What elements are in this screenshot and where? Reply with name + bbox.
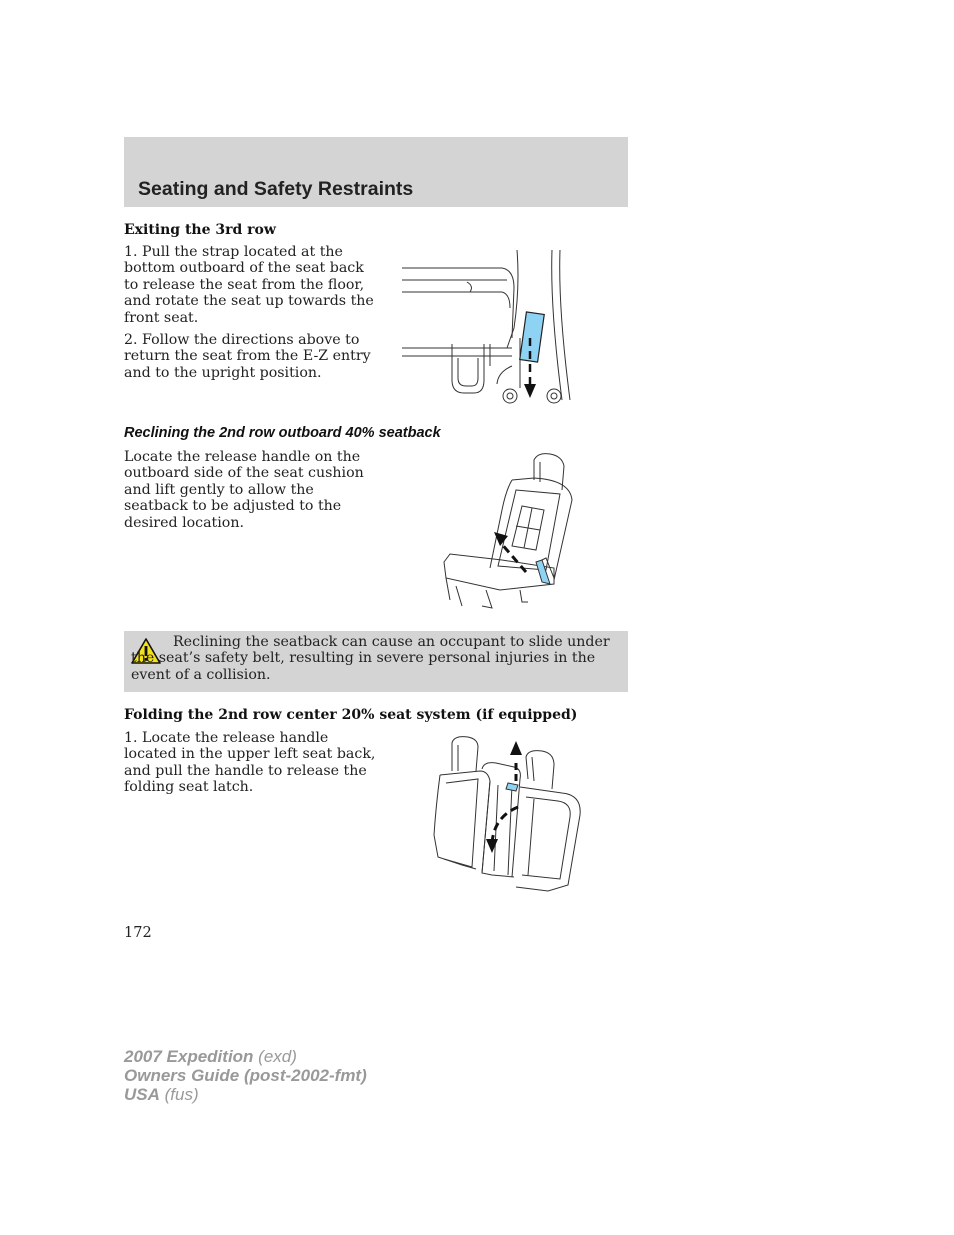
footer-model-code: (exd) [253, 1047, 297, 1066]
footer-model: 2007 Expedition [124, 1047, 254, 1066]
warning-text: Reclining the seatback can cause an occupant to slide under the seat’s safety belt, resulting in severe personal injuries in the event of a collision. [131, 634, 610, 683]
page-number: 172 [124, 925, 152, 941]
exit-3rd-row-heading: Exiting the 3rd row [124, 222, 276, 238]
exit-step-2: 2. Follow the directions above to return the seat from the E-Z entry and to the upright position. [124, 332, 371, 381]
fold-heading: Folding the 2nd row center 20% seat system (if equipped) [124, 707, 578, 723]
fold-step-1: 1. Locate the release handle located in the upper left seat back, and pull the handle to release the folding seat latch. [124, 730, 376, 796]
footer [124, 1047, 367, 1104]
footer-market: USA [124, 1085, 160, 1104]
recline-seat-illustration [442, 450, 577, 610]
third-row-strap-illustration [402, 248, 572, 408]
footer-market-code: (fus) [159, 1085, 199, 1104]
footer-guide: Owners Guide (post-2002-fmt) [124, 1066, 367, 1085]
exit-step-1: 1. Pull the strap located at the bottom outboard of the seat back to release the seat from the floor, and rotate the seat up towards the front seat. [124, 244, 374, 326]
fold-center-seat-illustration [432, 735, 584, 895]
warning-box [124, 631, 628, 692]
recline-text: Locate the release handle on the outboard side of the seat cushion and lift gently to allow the seatback to be adjusted to the desired location. [124, 449, 364, 531]
section-title: Seating and Safety Restraints [138, 178, 414, 200]
recline-heading: Reclining the 2nd row outboard 40% seatback [124, 425, 441, 441]
